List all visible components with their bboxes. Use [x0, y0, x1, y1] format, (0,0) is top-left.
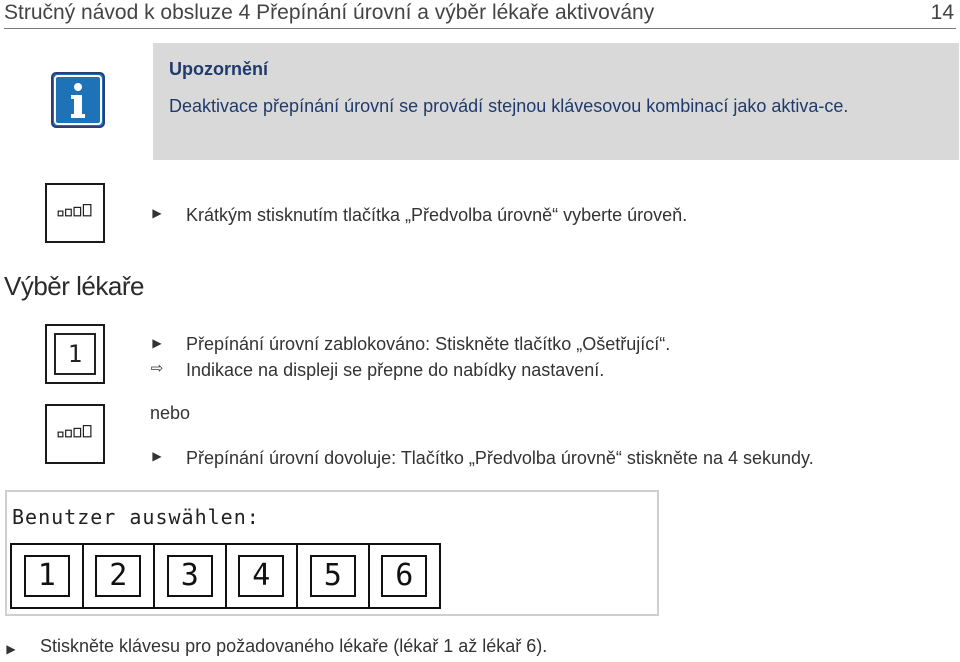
treating-doctor-key-icon: [45, 324, 105, 384]
result-display-switches: Indikace na displeji se přepne do nabídky nastavení.: [186, 360, 605, 380]
doctor-key-label: 4: [238, 555, 284, 597]
doctor-key-1[interactable]: [12, 545, 84, 607]
info-icon: [51, 72, 105, 128]
doctor-key-label: 1: [24, 555, 70, 597]
doctor-key-6[interactable]: [370, 545, 440, 607]
doctor-key-4[interactable]: [227, 545, 299, 607]
step-marker-icon: ▶: [152, 336, 162, 350]
doctor-key-3[interactable]: [155, 545, 227, 607]
doctor-key-strip: [10, 543, 441, 609]
section-title: Výběr lékaře: [4, 271, 144, 301]
step-marker-icon: ▶: [152, 206, 162, 220]
step-hold-level-button: Přepínání úrovní dovoluje: Tlačítko „Předvolba úrovně“ stiskněte na 4 sekundy.: [186, 448, 814, 468]
note-title: Upozornění: [169, 59, 268, 79]
doctor-key-2[interactable]: [84, 545, 156, 607]
level-preselect-key-icon: [45, 404, 105, 464]
step-marker-icon: ▶: [6, 642, 16, 656]
result-arrow-icon: ⇨: [150, 360, 164, 377]
level-preselect-key-icon: [45, 183, 105, 243]
doctor-key-label: 6: [381, 555, 427, 597]
step-select-level: Krátkým stisknutím tlačítka „Předvolba úrovně“ vyberte úroveň.: [186, 205, 688, 225]
doctor-key-label: 5: [310, 555, 356, 597]
document-header-title: Stručný návod k obsluze 4 Přepínání úrovní a výběr lékaře aktivovány: [4, 1, 655, 24]
step-select-doctor: Stiskněte klávesu pro požadovaného lékaře (lékař 1 až lékař 6).: [40, 636, 548, 656]
doctor-key-label: 2: [95, 555, 141, 597]
step-press-treating-button: Přepínání úrovní zablokováno: Stiskněte tlačítko „Ošetřující“.: [186, 334, 671, 354]
key-1-label: 1: [54, 333, 96, 375]
page-number: 14: [930, 1, 954, 24]
doctor-key-5[interactable]: [298, 545, 370, 607]
or-label: nebo: [150, 403, 191, 423]
step-marker-icon: ▶: [152, 449, 162, 463]
doctor-key-label: 3: [167, 555, 213, 597]
header-divider: [4, 28, 956, 29]
note-text: Deaktivace přepínání úrovní se provádí stejnou klávesovou kombinací jako aktiva-ce.: [169, 96, 849, 116]
display-prompt: Benutzer auswählen:: [12, 505, 260, 529]
